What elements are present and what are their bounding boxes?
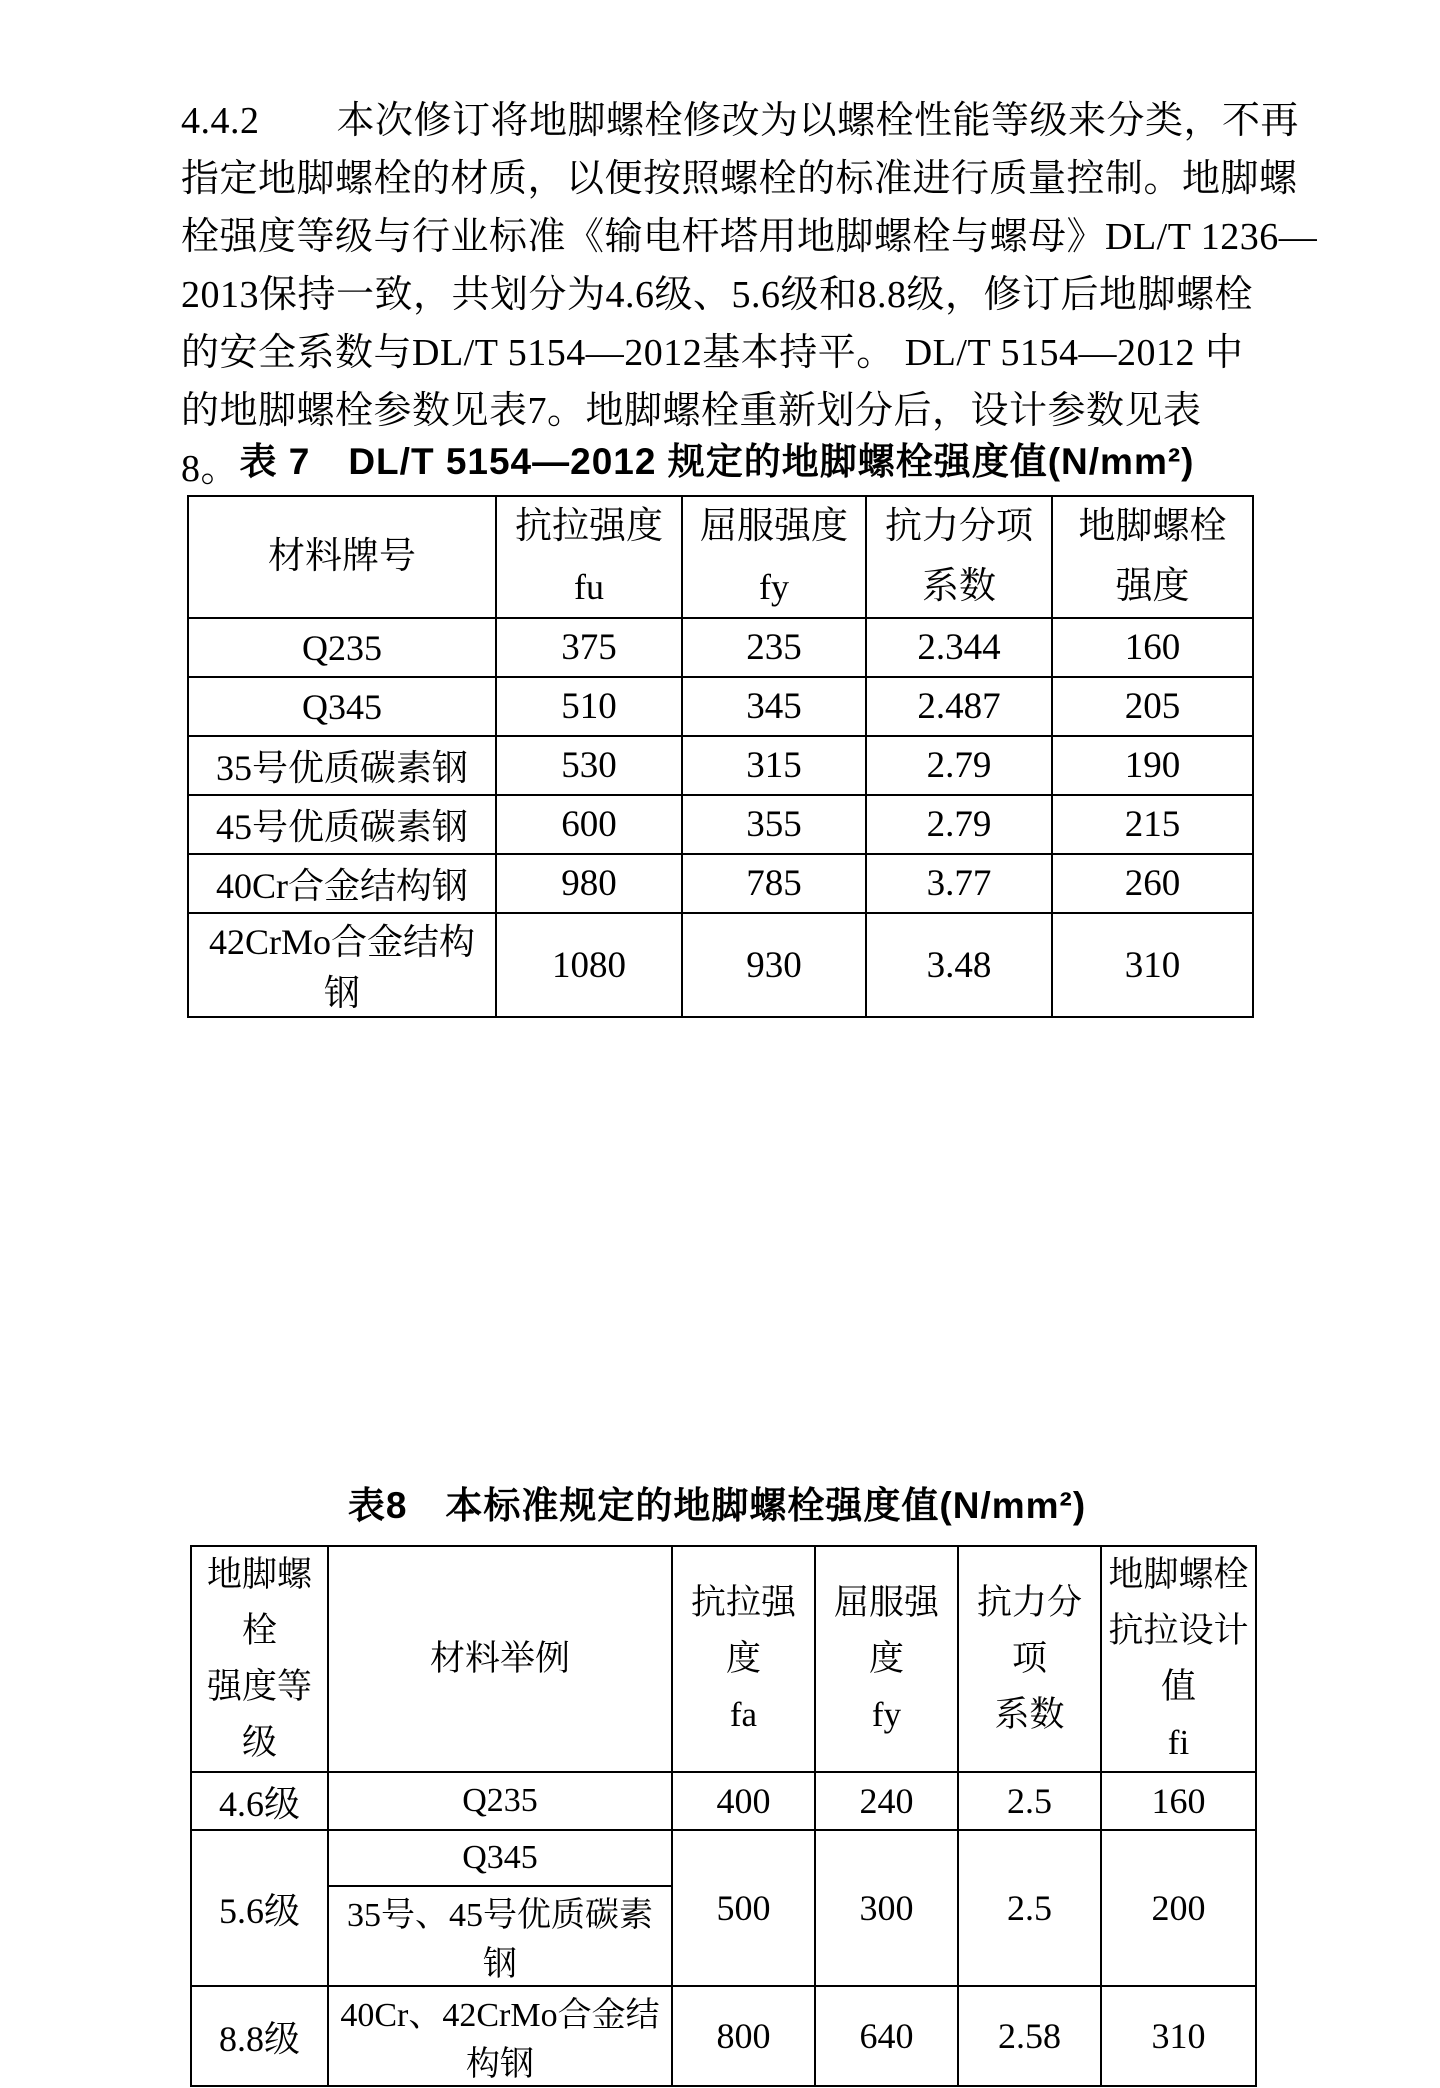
table-row [191,1772,1256,1830]
table-cell: 35号优质碳素钢 [188,736,496,795]
table-row [191,1986,1256,2086]
table-row [188,795,1253,854]
t8-col-fy-header: 屈服强度 fy [815,1546,958,1772]
table-cell: 600 [496,795,682,854]
table-cell: 8.8级 [191,1986,328,2086]
table-cell: 5.6级 [191,1830,328,1986]
table-cell: 375 [496,618,682,677]
table-cell: 205 [1052,677,1253,736]
t7-col-fy-header: 屈服强度 fy [682,496,866,618]
t7-col-strength-header: 地脚螺栓 强度 [1052,496,1253,618]
table-cell: 40Cr合金结构钢 [188,854,496,913]
table-row [188,854,1253,913]
table-cell: Q345 [188,677,496,736]
table-cell: 300 [815,1830,958,1986]
table-cell: 3.77 [866,854,1052,913]
t8-col-fa-header: 抗拉强度 fa [672,1546,815,1772]
table-cell: 235 [682,618,866,677]
table-header-row [191,1546,1256,1772]
table-row [188,618,1253,677]
table-cell: 500 [672,1830,815,1986]
table-cell: 2.5 [958,1772,1101,1830]
t8-col-factor-header: 抗力分项 系数 [958,1546,1101,1772]
table-cell: 310 [1052,913,1253,1017]
table-cell: 400 [672,1772,815,1830]
table-cell: 45号优质碳素钢 [188,795,496,854]
table-cell: 160 [1101,1772,1256,1830]
table-row [188,677,1253,736]
table-cell: 530 [496,736,682,795]
table-cell: 2.79 [866,795,1052,854]
table-cell: 2.344 [866,618,1052,677]
t7-col-factor-header: 抗力分项 系数 [866,496,1052,618]
table7-caption: 表 7 DL/T 5154—2012 规定的地脚螺栓强度值(N/mm²) [239,441,1195,482]
table-cell: 42CrMo合金结构钢 [188,913,496,1017]
table8-anchor-bolt-strength-standard [190,1545,1257,2087]
table-cell: 355 [682,795,866,854]
table-cell: 2.79 [866,736,1052,795]
table-row [188,913,1253,1017]
table-cell: 4.6级 [191,1772,328,1830]
table-cell: 2.58 [958,1986,1101,2086]
table-cell: 215 [1052,795,1253,854]
table-cell: 240 [815,1772,958,1830]
table-header-row [188,496,1253,618]
t7-col-material-header: 材料牌号 [188,496,496,618]
t8-col-grade-header: 地脚螺栓 强度等级 [191,1546,328,1772]
t8-col-fi-header: 地脚螺栓 抗拉设计值 fi [1101,1546,1256,1772]
paragraph-line-4: 2013保持一致，共划分为4.6级、5.6级和8.8级，修订后地脚螺栓 [181,274,1254,316]
paragraph-line-5: 的安全系数与DL/T 5154—2012基本持平。 DL/T 5154—2012 中 [181,332,1244,374]
paragraph-line-6: 的地脚螺栓参数见表7。地脚螺栓重新划分后，设计参数见表8。 [181,390,1202,490]
table-cell: 310 [1101,1986,1256,2086]
table-cell: 640 [815,1986,958,2086]
table-cell: 260 [1052,854,1253,913]
t7-col-fu-header: 抗拉强度 fu [496,496,682,618]
table-cell: 3.48 [866,913,1052,1017]
table-cell: 2.487 [866,677,1052,736]
table-cell: 200 [1101,1830,1256,1986]
table-cell: 785 [682,854,866,913]
paragraph-line-3: 栓强度等级与行业标准《输电杆塔用地脚螺栓与螺母》DL/T 1236— [181,216,1318,258]
table-cell: 510 [496,677,682,736]
table7-anchor-bolt-strength-dlt5154 [187,495,1254,1018]
table-cell: 980 [496,854,682,913]
table-cell: 345 [682,677,866,736]
t8-col-material-header: 材料举例 [328,1546,672,1772]
paragraph-line-1: 4.4.2 本次修订将地脚螺栓修改为以螺栓性能等级来分类，不再 [181,100,1300,142]
table-row [188,736,1253,795]
table-row [191,1830,1256,1886]
table-cell: 1080 [496,913,682,1017]
table8-caption: 表8 本标准规定的地脚螺栓强度值(N/mm²) [347,1485,1087,1526]
table-cell: Q345 [328,1830,672,1886]
table-cell: 930 [682,913,866,1017]
table-cell: Q235 [188,618,496,677]
paragraph-line-2: 指定地脚螺栓的材质，以便按照螺栓的标准进行质量控制。地脚螺 [181,158,1298,200]
table-cell: 160 [1052,618,1253,677]
table-cell: 800 [672,1986,815,2086]
table-cell: Q235 [328,1772,672,1830]
table-cell: 35号、45号优质碳素钢 [328,1886,672,1986]
table-cell: 2.5 [958,1830,1101,1986]
table-cell: 190 [1052,736,1253,795]
table-cell: 315 [682,736,866,795]
table-cell: 40Cr、42CrMo合金结构钢 [328,1986,672,2086]
